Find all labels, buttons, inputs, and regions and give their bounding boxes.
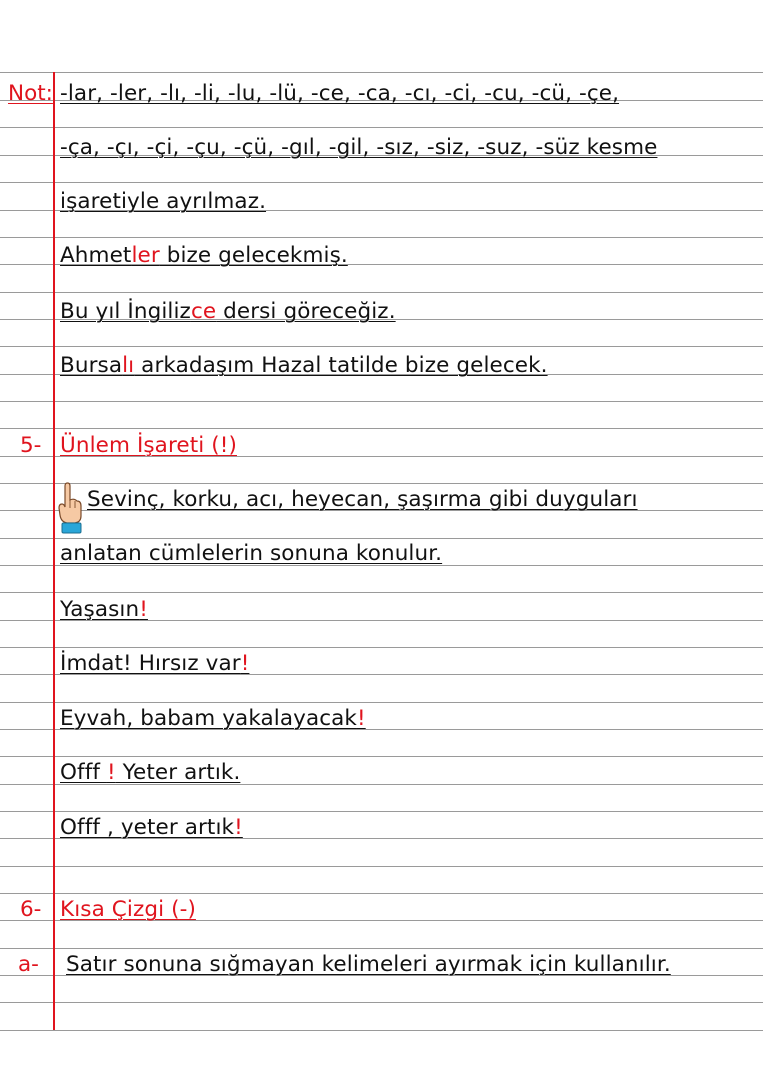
section5-title: Ünlem İşareti (!)	[60, 433, 237, 458]
rule-line	[0, 1002, 763, 1003]
rule-line	[0, 756, 763, 757]
note-line-1: -lar, -ler, -lı, -li, -lu, -lü, -ce, -ca, -cı, -ci, -cu, -cü, -çe,	[60, 81, 620, 106]
rule-line	[0, 811, 763, 812]
rule-line	[0, 237, 763, 238]
exclamation-example-3: Eyvah, babam yakalayacak!	[60, 706, 366, 731]
section5-description-1: Sevinç, korku, acı, heyecan, şaşırma gibi duyguları	[87, 487, 638, 512]
rule-line	[0, 702, 763, 703]
rule-line	[0, 401, 763, 402]
rule-line	[0, 866, 763, 867]
note-example-2: Bu yıl İngilizce dersi göreceğiz.	[60, 299, 396, 324]
margin-line	[53, 72, 55, 1030]
note-label: Not:	[8, 81, 53, 106]
rule-line	[0, 647, 763, 648]
section6-title: Kısa Çizgi (-)	[60, 897, 196, 922]
rule-line	[0, 483, 763, 484]
exclamation-example-4: Offf ! Yeter artık.	[60, 760, 241, 785]
pointing-hand-icon	[56, 482, 84, 534]
section6-item-label: a-	[18, 952, 39, 977]
section5-description-2: anlatan cümlelerin sonuna konulur.	[60, 541, 443, 566]
rule-line	[0, 893, 763, 894]
rule-line	[0, 346, 763, 347]
rule-line	[0, 538, 763, 539]
note-example-3: Bursalı arkadaşım Hazal tatilde bize gelecek.	[60, 353, 548, 378]
exclamation-example-2: İmdat! Hırsız var!	[60, 651, 250, 676]
rule-line	[0, 72, 763, 73]
rule-line	[0, 1030, 763, 1031]
section6-number: 6-	[20, 897, 42, 922]
exclamation-example-5: Offf , yeter artık!	[60, 815, 243, 840]
rule-line	[0, 428, 763, 429]
exclamation-example-1: Yaşasın!	[60, 597, 148, 622]
rule-line	[0, 948, 763, 949]
section5-number: 5-	[20, 433, 42, 458]
note-line-3: işaretiyle ayrılmaz.	[60, 189, 267, 214]
section6-item-text: Satır sonuna sığmayan kelimeleri ayırmak için kullanılır.	[66, 952, 671, 977]
rule-line	[0, 182, 763, 183]
note-example-1: Ahmetler bize gelecekmiş.	[60, 243, 348, 268]
note-line-2: -ça, -çı, -çi, -çu, -çü, -gıl, -gil, -sız, -siz, -suz, -süz kesme	[60, 135, 658, 160]
rule-line	[0, 592, 763, 593]
rule-line	[0, 127, 763, 128]
rule-line	[0, 292, 763, 293]
